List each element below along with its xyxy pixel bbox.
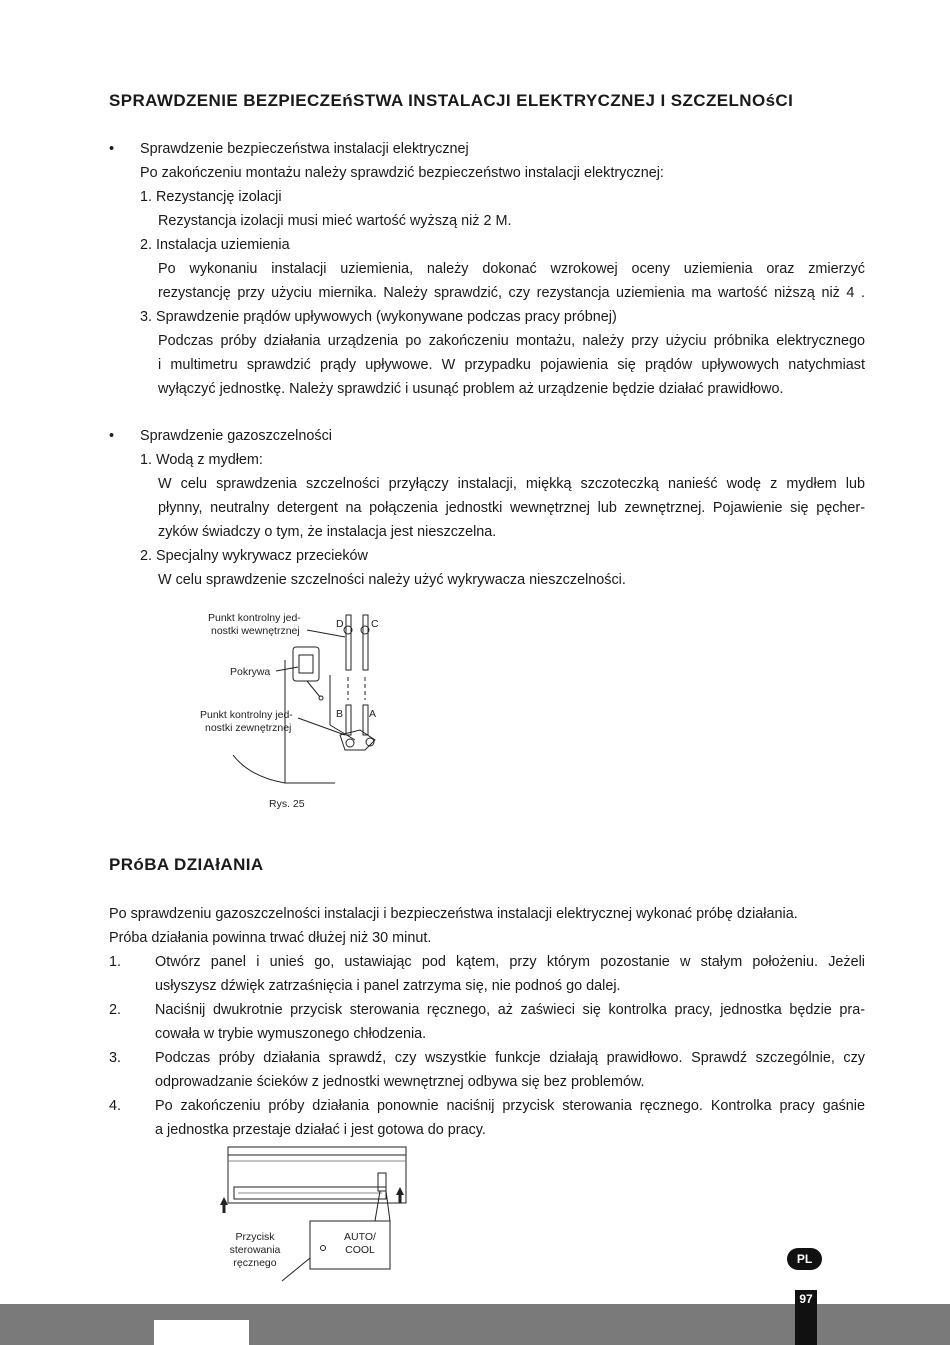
leader-line [386, 1191, 390, 1221]
step-number: 2. [109, 1002, 122, 1018]
step-text: cowała w trybie wymuszonego chłodzenia. [155, 1026, 427, 1042]
label-manual-button: ręcznego [233, 1257, 277, 1269]
label-outdoor-checkpoint: nostki zewnętrznej [205, 722, 292, 734]
cover-box [293, 647, 319, 681]
step-text: odprowadzanie ścieków z jednostki wewnętrznej odbywa się bez problemów. [155, 1074, 645, 1090]
section-title-test-run: PRóBA DZIAłANIA [109, 855, 264, 874]
arrow-up-icon [220, 1187, 404, 1213]
outdoor-unit-outline [233, 755, 335, 783]
indoor-unit-diagram [210, 1143, 410, 1288]
step-text: Po zakończeniu próby działania ponownie naciśnij przycisk sterowania ręcznego. Kontrolka pracy gaśnie [155, 1098, 865, 1114]
pipe-c [363, 615, 368, 670]
paragraph: W celu sprawdzenie szczelności należy użyć wykrywacza nieszczelności. [158, 572, 626, 588]
cover-screw-head [319, 696, 323, 700]
paragraph-line: płynny, neutralny detergent na połączenia jednostki wewnętrznej lub zewnętrznej. Pojawienie się pęcher- [158, 500, 865, 516]
leader-line [276, 667, 298, 671]
step-number: 4. [109, 1098, 122, 1114]
page-number: 97 [799, 1292, 813, 1306]
subheading-electrical-safety: Sprawdzenie bezpieczeństwa instalacji elektrycznej [140, 141, 469, 157]
pipe-a [363, 705, 368, 735]
bullet: • [109, 428, 115, 444]
leader-line [375, 1191, 380, 1221]
pipe-d [346, 615, 351, 670]
label-indoor-checkpoint: Punkt kontrolny jed- [208, 612, 301, 624]
list-item-title: 3. Sprawdzenie prądów upływowych (wykonywane podczas pracy próbnej) [140, 309, 617, 325]
step-text: a jednostka przestaje działać i jest gotowa do pracy. [155, 1122, 486, 1138]
leader-line [282, 1258, 310, 1281]
cover-screw [307, 681, 320, 697]
manual-button-icon [321, 1246, 326, 1251]
subheading-gas-tightness: Sprawdzenie gazoszczelności [140, 428, 332, 444]
paragraph-line: Podczas próby działania urządzenia po zakończeniu montażu, należy przy użyciu próbnika elektrycznego [158, 333, 865, 349]
label-outdoor-checkpoint: Punkt kontrolny jed- [200, 709, 293, 721]
paragraph-line: i multimetru sprawdzić prądy upływowe. W przypadku pojawienia się prądów upływowych natychmiast [158, 357, 865, 373]
step-number: 1. [109, 954, 122, 970]
list-item-title: 1. Wodą z mydłem: [140, 452, 263, 468]
list-item-title: 1. Rezystancję izolacji [140, 189, 282, 205]
label-letter-c: C [371, 618, 379, 630]
figure-caption: Rys. 25 [269, 798, 305, 810]
label-manual-button: sterowania [229, 1244, 281, 1256]
paragraph-line: rezystancję przy użyciu miernika. Należy sprawdzić, czy rezystancja uziemienia ma wartość niższą niż 4 . [158, 285, 865, 301]
paragraph: Rezystancja izolacji musi mieć wartość wyższą niż 2 M. [158, 213, 512, 229]
paragraph: Próba działania powinna trwać dłużej niż 30 minut. [109, 930, 432, 946]
paragraph-line: W celu sprawdzenia szczelności przyłączy instalacji, miękką szczoteczką nanieść wodę z mydłem lub [158, 476, 865, 492]
step-text: usłyszysz dźwięk zatrzaśnięcia i panel zatrzyma się, nie podnoś go dalej. [155, 978, 621, 994]
footer-white-block [154, 1320, 249, 1345]
leader-line [307, 630, 345, 637]
label-manual-button: Przycisk [235, 1231, 275, 1243]
leader-line [298, 718, 345, 735]
paragraph: Po sprawdzeniu gazoszczelności instalacji i bezpieczeństwa instalacji elektrycznej wykonać próbę działania. [109, 906, 798, 922]
outdoor-valves [340, 730, 375, 750]
label-letter-d: D [336, 618, 344, 630]
list-item-title: 2. Specjalny wykrywacz przecieków [140, 548, 368, 564]
list-item-title: 2. Instalacja uziemienia [140, 237, 290, 253]
paragraph-line: Po wykonaniu instalacji uziemienia, należy dokonać wzrokowej oceny uziemienia oraz zmierzyć [158, 261, 865, 277]
step-text: Otwórz panel i unieś go, ustawiając pod kątem, przy którym pozostanie w stałym położeniu. Jeżeli [155, 954, 865, 970]
label-cover: Pokrywa [230, 666, 271, 678]
valve-b [346, 739, 354, 747]
step-text: Podczas próby działania sprawdź, czy wszystkie funkcje działają prawidłowo. Sprawdź szczególnie, czy [155, 1050, 865, 1066]
section-title-safety-check: SPRAWDZENIE BEZPIECZEńSTWA INSTALACJI ELEKTRYCZNEJ I SZCZELNOśCI [109, 91, 794, 110]
label-letter-a: A [369, 708, 377, 720]
manual-button-slot [378, 1173, 386, 1191]
paragraph-line: zyków świadczy o tym, że instalacja jest nieszczelna. [158, 524, 497, 540]
step-text: Naciśnij dwukrotnie przycisk sterowania ręcznego, aż zaświeci się kontrolka pracy, jednostka będzie pra- [155, 1002, 865, 1018]
leak-check-diagram [195, 605, 415, 820]
label-indoor-checkpoint: nostki wewnętrznej [211, 625, 300, 637]
cover-inner [299, 655, 313, 673]
label-auto-cool: AUTO/ [344, 1231, 376, 1243]
pipe-b [346, 705, 351, 735]
step-number: 3. [109, 1050, 122, 1066]
paragraph-line: wyłączyć jednostkę. Należy sprawdzić i usunąć problem aż urządzenie będzie działać prawidłowo. [158, 381, 784, 397]
paragraph: Po zakończeniu montażu należy sprawdzić bezpieczeństwo instalacji elektrycznej: [140, 165, 664, 181]
bullet: • [109, 141, 115, 157]
language-badge: PL [787, 1248, 822, 1270]
label-letter-b: B [336, 708, 344, 720]
label-auto-cool: COOL [345, 1244, 375, 1256]
